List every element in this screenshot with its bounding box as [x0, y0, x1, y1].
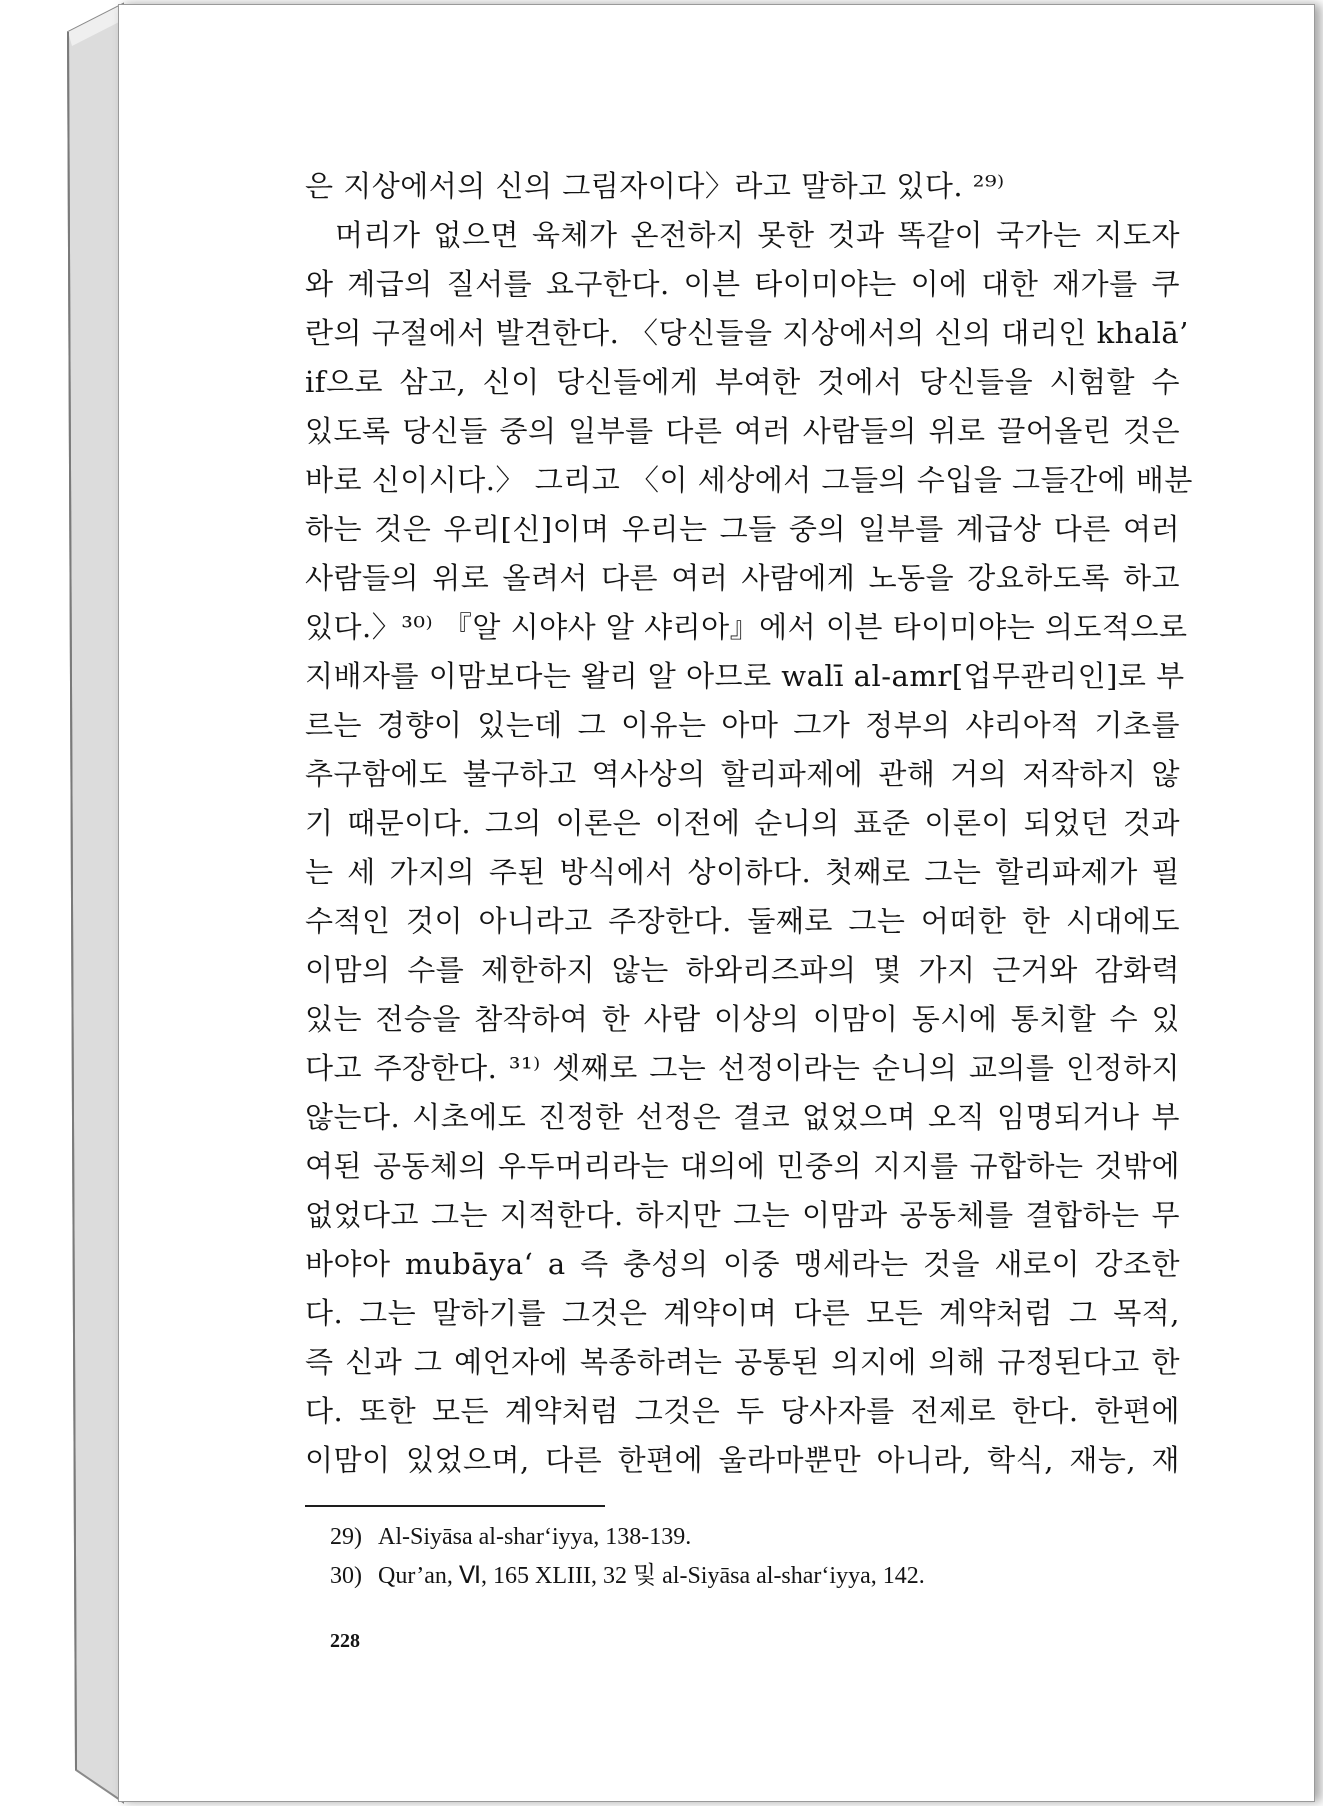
footnote-number: 30)	[330, 1563, 362, 1589]
text-line: 여된 공동체의 우두머리라는 대의에 민중의 지지를 규합하는 것밖에	[305, 1149, 1180, 1183]
footnote	[330, 1557, 925, 1596]
text-line: 있다.〉³⁰⁾ 『알 시야사 알 샤리아』에서 이븐 타이미야는 의도적으로	[305, 610, 1188, 644]
text-line: 란의 구절에서 발견한다. 〈당신들을 지상에서의 신의 대리인 khalā’	[305, 316, 1189, 350]
footnote	[330, 1518, 925, 1557]
text-line: 머리가 없으면 육체가 온전하지 못한 것과 똑같이 국가는 지도자	[335, 218, 1180, 252]
page-number: 228	[330, 1630, 360, 1652]
text-line: 와 계급의 질서를 요구한다. 이븐 타이미야는 이에 대한 재가를 쿠	[305, 267, 1180, 301]
text-line: 바로 신이시다.〉 그리고 〈이 세상에서 그들의 수입을 그들간에 배분	[305, 463, 1193, 497]
text-line: 사람들의 위로 올려서 다른 여러 사람에게 노동을 강요하도록 하고	[305, 561, 1180, 595]
footnote-separator	[305, 1505, 605, 1507]
text-line: 기 때문이다. 그의 이론은 이전에 순니의 표준 이론이 되었던 것과	[305, 806, 1180, 840]
text-line: 이맘이 있었으며, 다른 한편에 울라마뿐만 아니라, 학식, 재능, 재	[305, 1443, 1180, 1477]
text-line: 없었다고 그는 지적한다. 하지만 그는 이맘과 공동체를 결합하는 무	[305, 1198, 1180, 1232]
footnote-text: Qur’an, Ⅵ, 165 XLIII, 32 및 al-Siyāsa al-shar‘iyya, 142.	[378, 1563, 925, 1589]
text-line: 다. 또한 모든 계약처럼 그것은 두 당사자를 전제로 한다. 한편에	[305, 1394, 1180, 1428]
body-text	[305, 162, 1193, 1485]
text-line: 은 지상에서의 신의 그림자이다〉라고 말하고 있다. ²⁹⁾	[305, 169, 1005, 203]
text-line: 즉 신과 그 예언자에 복종하려는 공통된 의지에 의해 규정된다고 한	[305, 1345, 1180, 1379]
text-line: 이맘의 수를 제한하지 않는 하와리즈파의 몇 가지 근거와 감화력	[305, 953, 1180, 987]
footnote-text: Al-Siyāsa al-shar‘iyya, 138-139.	[378, 1524, 692, 1550]
text-line: 는 세 가지의 주된 방식에서 상이하다. 첫째로 그는 할리파제가 필	[305, 855, 1180, 889]
footnotes	[330, 1518, 925, 1596]
text-line: 다고 주장한다. ³¹⁾ 셋째로 그는 선정이라는 순니의 교의를 인정하지	[305, 1051, 1180, 1085]
text-line: if으로 삼고, 신이 당신들에게 부여한 것에서 당신들을 시험할 수	[305, 365, 1180, 399]
text-line: 수적인 것이 아니라고 주장한다. 둘째로 그는 어떠한 한 시대에도	[305, 904, 1180, 938]
text-line: 다. 그는 말하기를 그것은 계약이며 다른 모든 계약처럼 그 목적,	[305, 1296, 1180, 1330]
text-line: 지배자를 이맘보다는 왈리 알 아므로 walī al-amr[업무관리인]로 부	[305, 659, 1185, 693]
text-line: 르는 경향이 있는데 그 이유는 아마 그가 정부의 샤리아적 기초를	[305, 708, 1180, 742]
footnote-number: 29)	[330, 1524, 362, 1550]
text-line: 않는다. 시초에도 진정한 선정은 결코 없었으며 오직 임명되거나 부	[305, 1100, 1180, 1134]
text-line: 하는 것은 우리[신]이며 우리는 그들 중의 일부를 계급상 다른 여러	[305, 512, 1180, 546]
text-line: 바야아 mubāya‘ a 즉 충성의 이중 맹세라는 것을 새로이 강조한	[305, 1247, 1180, 1281]
text-line: 있는 전승을 참작하여 한 사람 이상의 이맘이 동시에 통치할 수 있	[305, 1002, 1180, 1036]
text-line: 있도록 당신들 중의 일부를 다른 여러 사람들의 위로 끌어올린 것은	[305, 414, 1180, 448]
text-line: 추구함에도 불구하고 역사상의 할리파제에 관해 거의 저작하지 않	[305, 757, 1180, 791]
